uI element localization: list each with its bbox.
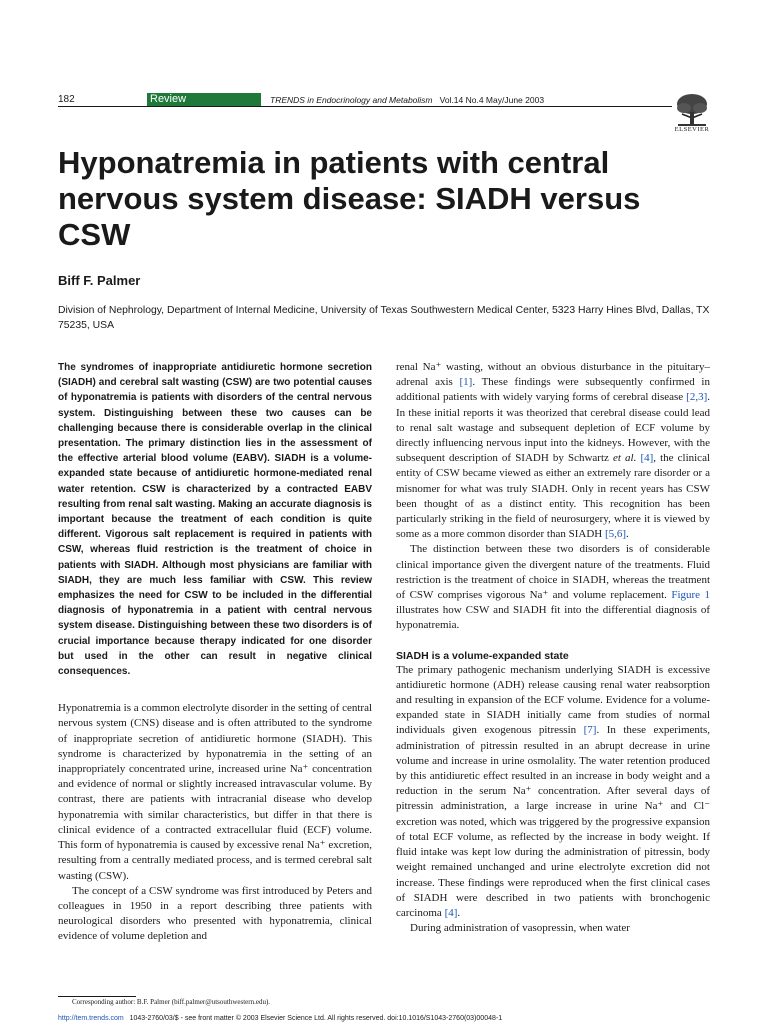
left-column [58,360,372,945]
copyright-info: 1043-2760/03/$ - see front matter © 2003 Elsevier Science Ltd. All rights reserved. doi:10.1016/S1043-2760(03)00048-1 [129,1015,503,1022]
article-title: Hyponatremia in patients with central nervous system disease: SIADH versus CSW [58,145,641,252]
text-run: et al. [613,452,637,465]
citation-link[interactable]: [4] [640,452,654,465]
page-number: 182 [58,94,75,105]
citation-link[interactable]: [1] [459,376,473,389]
author-name: Biff F. Palmer [58,273,141,288]
body-paragraph: Hyponatremia is a common electrolyte disorder in the setting of central nervous system (CNS) disease and is often attributed to the syndrome of inappropriate secretion of antidiuretic hormone (SIADH). This syndrome is characterized by hyponatremia in the setting of an inappropriately concentrated urine, increased urine Na⁺ concentration and evidence of normal or slightly increased intravascular volume. By contrast, there are patients with intracranial disease who develop hyponatremia with similar characteristics, but differ in that there is clinical evidence of a contracted extracellular fluid (ECF) volume. This form of hyponatremia is caused by excessive renal Na⁺ excretion, resulting from a centrally mediated process, and is termed cerebral salt wasting (CSW). [58,702,373,882]
body-paragraph: renal Na⁺ wasting, without an obvious disturbance in the pituitary–adrenal axis [1]. These findings were subsequently confirmed in additional patients with widely varying forms of cerebral disease [2,3]. In these initial reports it was theorized that cerebral disease could lead to renal salt wastage and subsequent depletion of ECF volume by directly influencing nervous input into the kidneys. However, with the subsequent description of SIADH by Schwartz et al. [4], the clinical entity of CSW became viewed as either an extremely rare disorder or a misnomer for what was truly SIADH. Only in recent years has CSW been thought of as a distinct entity. This recognition has been particularly striking in the field of neurosurgery, where it is viewed by some as a more common disorder than SIADH [5,6]. [396,361,711,541]
text-run: , the clinical entity of CSW became viewed as either an extremely rare disorder or a misnomer for what was truly SIADH. Only in recent years has CSW been thought of as a distinct entity. This recognition has been particularly striking in the field of neurosurgery, where it is viewed by some as a more common disorder than SIADH [396,452,711,541]
text-run: . In these experiments, administration of pitressin resulted in an abrupt decrease in urine volume and increase in urine osmolality. The water retention produced by this antidiuretic effect resulted in an increase in body weight and a reduction in the serum Na⁺ concentration. After several days of pitressin administration, a large increase in urine Na⁺ and Cl⁻ excretion was noted, which was triggered by the progressive expansion of total ECF volume, as reflected by the increase in body weight. If fluid intake was kept low during the administration of pitressin, body weight remained unchanged and urine electrolyte excretion did not increase. These findings were reproduced when the first clinical cases of SIADH were described in two patients with bronchogenic carcinoma [396,724,710,919]
header-rule [58,106,672,107]
citation-link[interactable]: [7] [583,724,597,737]
elsevier-wordmark: ELSEVIER [674,126,710,133]
right-column [396,360,710,936]
text-run: . These findings were subsequently confirmed in additional patients with widely varying forms of cerebral disease [396,376,710,404]
citation-link[interactable]: [5,6] [604,528,627,541]
text-run: illustrates how CSW and SIADH fit into the differential diagnosis of hyponatremia. [396,604,710,632]
journal-info [270,95,544,105]
text-run: renal Na⁺ wasting, without an obvious disturbance in the pituitary–adrenal axis [396,361,710,389]
body-paragraph: The concept of a CSW syndrome was first introduced by Peters and colleagues in 1950 in a report describing three patients with neurological disorders who presented with hyponatremia, clinical evidence of volume depletion and [58,884,372,943]
abstract: The syndromes of inappropriate antidiuretic hormone secretion (SIADH) and cerebral salt wasting (CSW) are two potential causes of hyponatremia is patients with disorders of the central nervous system. Distinguishing between these two causes can be challenging because there is considerable overlap in the clinical presentation. The primary distinction lies in the assessment of the effective arterial blood volume (EABV). SIADH is a volume-expanded state because of antidiuretic hormone-mediated renal water retention. CSW is characterized by a contracted EABV resulting from renal salt wasting. Making an accurate diagnosis is important because the treatment of each condition is quite different. Vigorous salt replacement is required in patients with CSW, whereas fluid restriction is the treatment of choice in patients with SIADH. Although most physicians are familiar with SIADH, they are much less familiar with CSW. This review emphasizes the need for CSW to be included in the differential diagnosis of hyponatremia in a patient with central nervous system disease. Distinguishing between these two disorders is of crucial importance because therapy indicated for one disorder but used in the other can result in negative clinical consequences. [58,362,372,678]
journal-name: TRENDS in Endocrinology and Metabolism [270,95,433,105]
body-paragraph: The primary pathogenic mechanism underlying SIADH is excessive antidiuretic hormone (ADH) release causing renal water reabsorption and resulting in expansion of the ECF volume. Evidence for a volume-expanded state in SIADH initially came from studies of normal individuals given exogenous pitressin [7]. In these experiments, administration of pitressin resulted in an abrupt decrease in urine volume and increase in urine osmolality. The water retention produced by this antidiuretic effect resulted in an increase in body weight and a reduction in the serum Na⁺ concentration. After several days of pitressin administration, a large increase in urine Na⁺ and Cl⁻ excretion was noted, which was triggered by the progressive expansion of total ECF volume, as reflected by the increase in body weight. If fluid intake was kept low during the administration of pitressin, body weight remained unchanged and urine electrolyte excretion did not increase. These findings were reproduced when the first clinical cases of SIADH were described in two patients with bronchogenic carcinoma [4]. [396,663,710,919]
journal-issue: Vol.14 No.4 May/June 2003 [439,95,545,105]
body-paragraph: During administration of vasopressin, when water [410,922,630,935]
corresponding-author-note: Corresponding author: B.F. Palmer (biff.palmer@utsouthwestern.edu). [72,998,271,1006]
journal-url-link[interactable]: http://tem.trends.com [58,1015,124,1022]
citation-link[interactable]: [4] [444,906,458,919]
section-heading: SIADH is a volume-expanded state [396,649,569,662]
body-paragraph [396,542,710,633]
author-affiliation: Division of Nephrology, Department of Internal Medicine, University of Texas Southwestern Medical Center, 5323 Harry Hines Blvd, Dallas, TX 75235, USA [58,305,710,331]
section-label: Review [147,93,261,106]
footnote-rule [58,996,136,997]
text-run: The primary pathogenic mechanism underlying SIADH is excessive antidiuretic hormone (ADH) release causing renal water reabsorption and resulting in expansion of the ECF volume. Evidence for a volume-expanded state in SIADH initially came from studies of normal individuals given exogenous pitressin [396,663,710,737]
text-run: . In these initial reports it was theorized that cerebral disease could lead to renal salt wastage and subsequent depletion of ECF volume by directly influencing nervous input into the kidneys. However, with the subsequent description of SIADH by Schwartz [396,391,710,465]
text-run: The distinction between these two disorders is of considerable clinical importance given the divergent nature of the treatments. Fluid restriction is the treatment of choice in SIADH, whereas the treatment of CSW comprises vigorous Na⁺ and volume replacement. [396,543,710,602]
citation-link[interactable]: [2,3] [686,391,708,404]
figure-link[interactable]: Figure 1 [671,589,710,602]
page-footer [58,1015,502,1022]
